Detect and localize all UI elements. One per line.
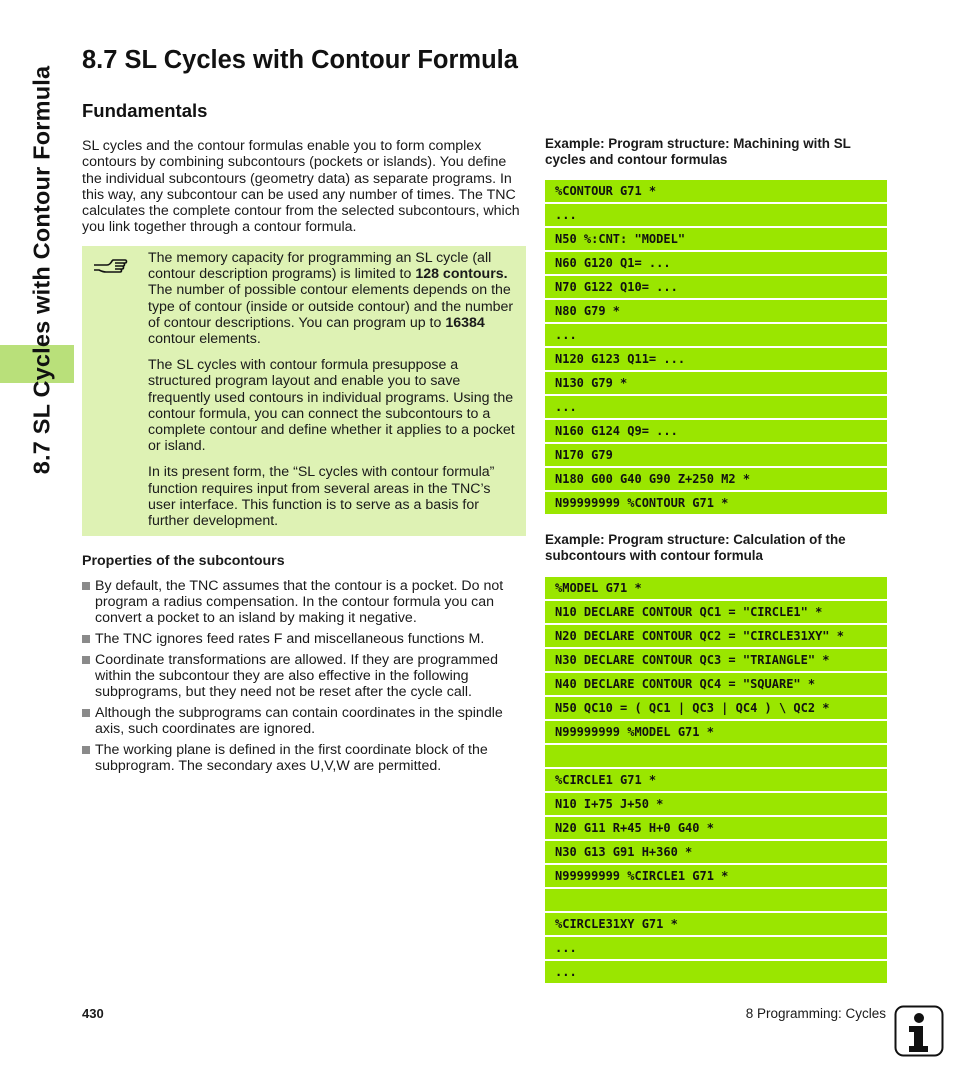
code-line: N99999999 %CIRCLE1 G71 * (545, 865, 887, 887)
properties-list (82, 578, 522, 779)
note-text-segment: The memory capacity for programming an SL cycle (all contour description programs) is limited to (148, 250, 492, 283)
code-line: N80 G79 * (545, 300, 887, 322)
code-line: %MODEL G71 * (545, 577, 887, 599)
list-item: By default, the TNC assumes that the contour is a pocket. Do not program a radius compensation. In the contour formula you can convert a pocket to an island by making it negative. (82, 578, 522, 627)
code-line: N99999999 %MODEL G71 * (545, 721, 887, 743)
code-line: ... (545, 961, 887, 983)
code-line: N60 G120 Q1= ... (545, 252, 887, 274)
note-emphasis: 16384 (445, 314, 485, 331)
list-item: Although the subprograms can contain coordinates in the spindle axis, such coordinates are ignored. (82, 705, 522, 737)
page-title: 8.7 SL Cycles with Contour Formula (82, 46, 518, 74)
list-item: The TNC ignores feed rates F and miscellaneous functions M. (82, 631, 522, 647)
code-line: ... (545, 396, 887, 418)
properties-heading: Properties of the subcontours (82, 553, 285, 569)
side-chapter-title: 8.7 SL Cycles with Contour Formula (28, 65, 55, 475)
note-paragraph: The SL cycles with contour formula presuppose a structured program layout and enable you to save frequently used contours in individual programs. Using the contour formula, you can connect the subcontours to a complete contour and define whether it applies to a pocket or island. (148, 357, 515, 455)
footer-chapter: 8 Programming: Cycles (745, 1006, 886, 1021)
note-box (82, 246, 526, 536)
code-line: N30 DECLARE CONTOUR QC3 = "TRIANGLE" * (545, 649, 887, 671)
code-line: N180 G00 G40 G90 Z+250 M2 * (545, 468, 887, 490)
code-line: N40 DECLARE CONTOUR QC4 = "SQUARE" * (545, 673, 887, 695)
note-emphasis: 128 contours. (415, 266, 508, 283)
example1-heading: Example: Program structure: Machining with SL cycles and contour formulas (545, 136, 851, 167)
code-line: N10 I+75 J+50 * (545, 793, 887, 815)
code-line: %CIRCLE1 G71 * (545, 769, 887, 791)
info-icon (894, 1005, 944, 1057)
code-line: %CIRCLE31XY G71 * (545, 913, 887, 935)
example1-code (545, 180, 887, 516)
code-line: ... (545, 204, 887, 226)
code-line: N20 DECLARE CONTOUR QC2 = "CIRCLE31XY" * (545, 625, 887, 647)
note-text-segment: contour elements. (148, 331, 261, 348)
note-paragraph (148, 250, 520, 347)
code-line: N30 G13 G91 H+360 * (545, 841, 887, 863)
code-line: ... (545, 937, 887, 959)
list-item: The working plane is defined in the first coordinate block of the subprogram. The secondary axes U,V,W are permitted. (82, 742, 522, 774)
code-line: N70 G122 Q10= ... (545, 276, 887, 298)
code-line: ... (545, 324, 887, 346)
code-line: N120 G123 Q11= ... (545, 348, 887, 370)
code-line: N50 %:CNT: "MODEL" (545, 228, 887, 250)
list-item: Coordinate transformations are allowed. If they are programmed within the subcontour they are also effective in the following subprograms, but they need not be reset after the cycle call. (82, 652, 522, 701)
code-line: N130 G79 * (545, 372, 887, 394)
pointing-hand-icon (92, 256, 128, 282)
note-paragraph: In its present form, the “SL cycles with contour formula” function requires input from several areas in the TNC’s user interface. This function is to serve as a basis for further development. (148, 464, 495, 530)
code-line: %CONTOUR G71 * (545, 180, 887, 202)
code-line (545, 889, 887, 911)
code-line: N99999999 %CONTOUR G71 * (545, 492, 887, 514)
code-line: N20 G11 R+45 H+0 G40 * (545, 817, 887, 839)
section-title: Fundamentals (82, 100, 208, 121)
note-text (148, 250, 520, 539)
code-line (545, 745, 887, 767)
example2-heading: Example: Program structure: Calculation of the subcontours with contour formula (545, 532, 846, 563)
code-line: N50 QC10 = ( QC1 | QC3 | QC4 ) \ QC2 * (545, 697, 887, 719)
code-line: N10 DECLARE CONTOUR QC1 = "CIRCLE1" * (545, 601, 887, 623)
intro-paragraph: SL cycles and the contour formulas enable you to form complex contours by combining subcontours (pockets or islands). You define the individual subcontours (geometry data) as separate programs. In this way, any subcontour can be used any number of times. The TNC calculates the complete contour from the selected subcontours, which you link together through a contour formula. (82, 138, 520, 236)
example2-code (545, 577, 887, 985)
note-text-segment: The number of possible contour elements depends on the type of contour (inside or outside contour) and the number of contour descriptions. You can program up to (148, 282, 514, 331)
code-line: N170 G79 (545, 444, 887, 466)
code-line: N160 G124 Q9= ... (545, 420, 887, 442)
page-number: 430 (82, 1006, 104, 1021)
